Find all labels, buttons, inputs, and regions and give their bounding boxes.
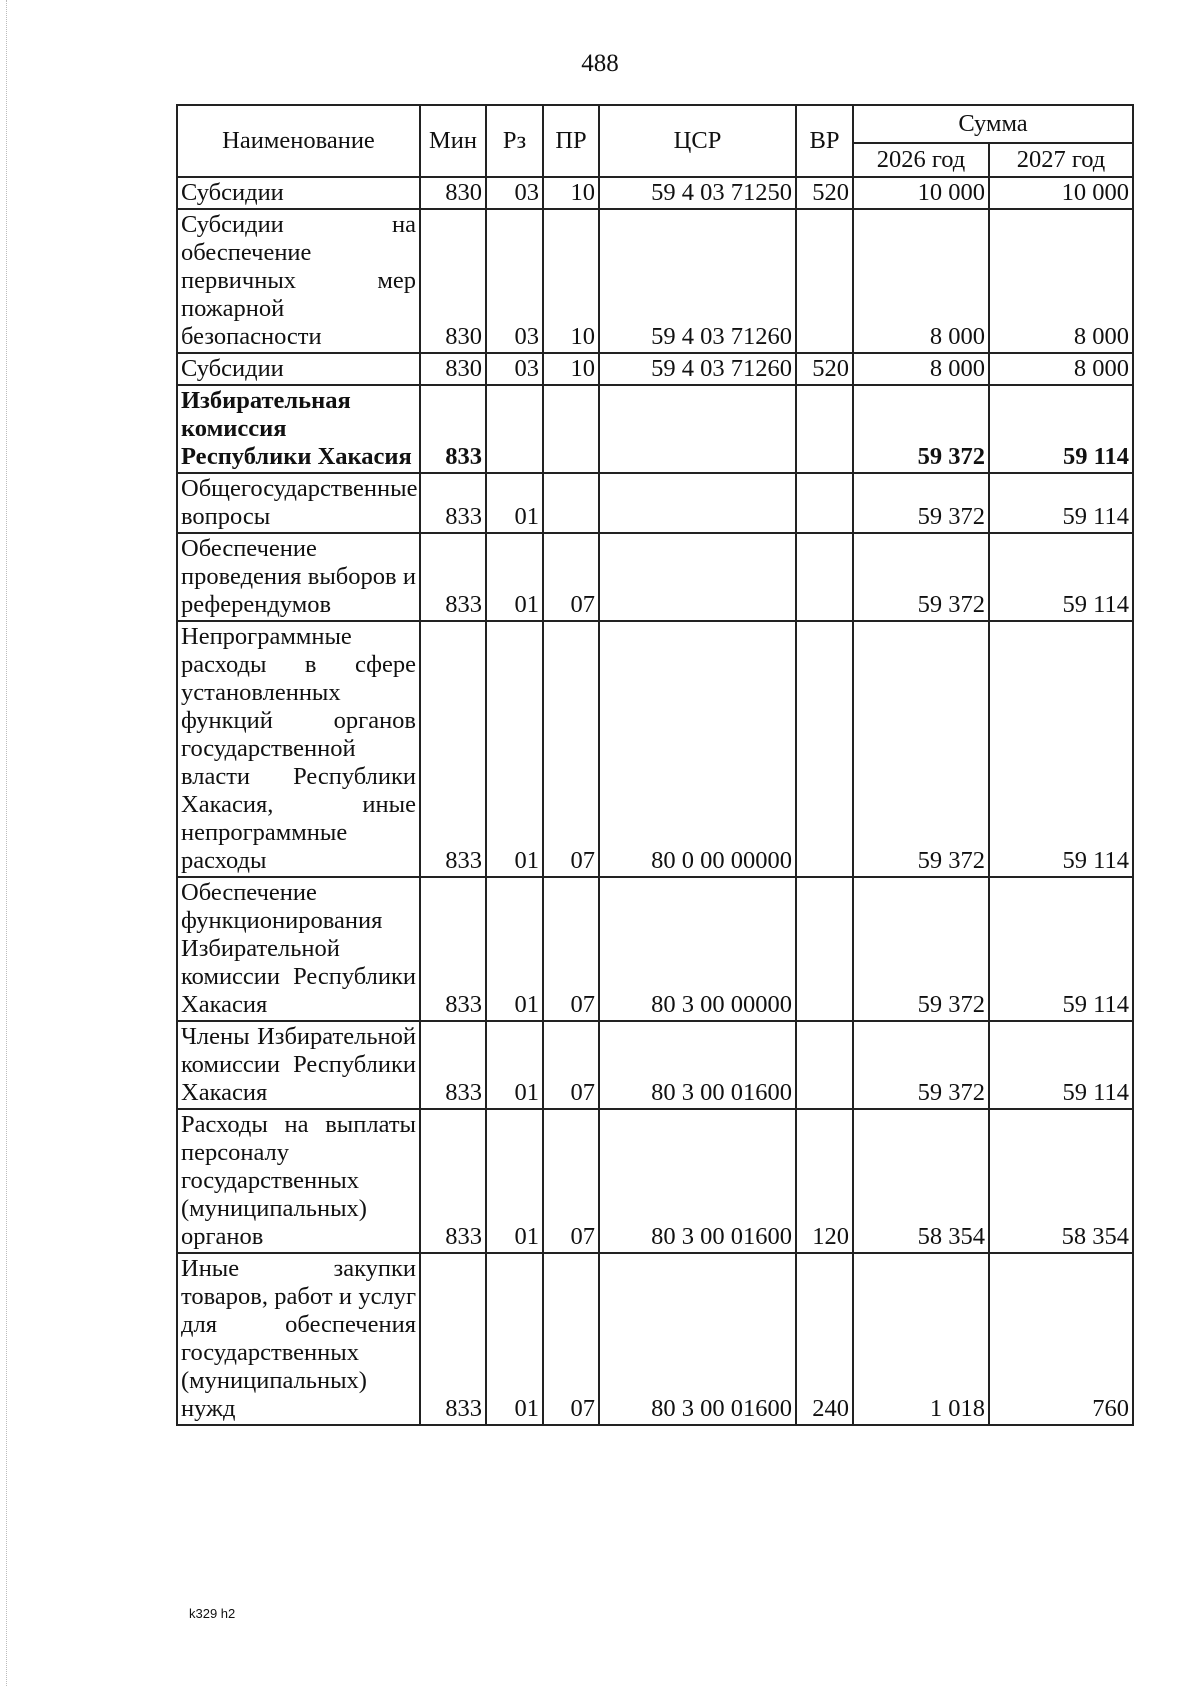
cell-min: 833	[420, 385, 486, 473]
cell-min: 830	[420, 209, 486, 353]
cell-vr	[796, 621, 853, 877]
cell-vr: 520	[796, 177, 853, 209]
cell-csr	[599, 385, 796, 473]
cell-min: 833	[420, 473, 486, 533]
cell-min: 833	[420, 877, 486, 1021]
cell-rz: 01	[486, 877, 543, 1021]
cell-sum-2026: 59 372	[853, 621, 989, 877]
cell-sum-2027: 59 114	[989, 1021, 1133, 1109]
cell-rz: 01	[486, 473, 543, 533]
cell-sum-2026: 59 372	[853, 1021, 989, 1109]
scan-margin-line	[6, 0, 7, 1686]
table-row	[177, 1109, 1133, 1253]
cell-sum-2027: 59 114	[989, 621, 1133, 877]
cell-min: 833	[420, 621, 486, 877]
cell-pr: 07	[543, 1021, 599, 1109]
cell-sum-2026: 59 372	[853, 533, 989, 621]
cell-sum-2027: 8 000	[989, 353, 1133, 385]
cell-sum-2026: 59 372	[853, 385, 989, 473]
header-year-2027: 2027 год	[989, 143, 1133, 177]
cell-sum-2027: 59 114	[989, 533, 1133, 621]
header-pr: ПР	[543, 105, 599, 177]
cell-sum-2026: 1 018	[853, 1253, 989, 1425]
header-row-top	[177, 105, 1133, 143]
header-rz: Рз	[486, 105, 543, 177]
table-row	[177, 533, 1133, 621]
cell-vr: 520	[796, 353, 853, 385]
table-row	[177, 473, 1133, 533]
cell-sum-2026: 8 000	[853, 209, 989, 353]
cell-name: Расходы на выплаты персоналу государственных (муниципальных) органов	[177, 1109, 420, 1253]
cell-name: Члены Избирательной комиссии Республики Хакасия	[177, 1021, 420, 1109]
cell-vr	[796, 209, 853, 353]
cell-min: 833	[420, 533, 486, 621]
cell-csr: 59 4 03 71260	[599, 209, 796, 353]
cell-name: Обеспечение функционирования Избирательной комиссии Республики Хакасия	[177, 877, 420, 1021]
cell-pr	[543, 473, 599, 533]
cell-csr: 80 3 00 01600	[599, 1109, 796, 1253]
table-row	[177, 385, 1133, 473]
cell-pr	[543, 385, 599, 473]
cell-pr: 07	[543, 533, 599, 621]
cell-vr: 120	[796, 1109, 853, 1253]
cell-pr: 07	[543, 1253, 599, 1425]
cell-name: Избирательная комиссия Республики Хакасия	[177, 385, 420, 473]
cell-vr	[796, 473, 853, 533]
table-row	[177, 877, 1133, 1021]
cell-pr: 10	[543, 209, 599, 353]
cell-pr: 10	[543, 177, 599, 209]
cell-name: Непрограммные расходы в сфере установленных функций органов государственной власти Республики Хакасия, иные непрограммные расходы	[177, 621, 420, 877]
cell-vr	[796, 385, 853, 473]
cell-rz: 01	[486, 533, 543, 621]
cell-pr: 07	[543, 1109, 599, 1253]
table-row	[177, 1021, 1133, 1109]
table-row	[177, 209, 1133, 353]
cell-rz	[486, 385, 543, 473]
cell-name: Обеспечение проведения выборов и референдумов	[177, 533, 420, 621]
cell-csr: 59 4 03 71260	[599, 353, 796, 385]
cell-name: Иные закупки товаров, работ и услуг для обеспечения государственных (муниципальных) нужд	[177, 1253, 420, 1425]
cell-sum-2026: 58 354	[853, 1109, 989, 1253]
cell-sum-2026: 59 372	[853, 473, 989, 533]
cell-vr	[796, 877, 853, 1021]
cell-min: 833	[420, 1253, 486, 1425]
cell-vr	[796, 1021, 853, 1109]
cell-pr: 07	[543, 877, 599, 1021]
cell-min: 830	[420, 177, 486, 209]
header-vr: ВР	[796, 105, 853, 177]
cell-vr: 240	[796, 1253, 853, 1425]
cell-rz: 03	[486, 353, 543, 385]
table-row	[177, 353, 1133, 385]
table-row	[177, 621, 1133, 877]
document-code: k329 h2	[189, 1606, 236, 1621]
table-row	[177, 177, 1133, 209]
cell-name: Субсидии на обеспечение первичных мер пожарной безопасности	[177, 209, 420, 353]
cell-rz: 03	[486, 177, 543, 209]
table-body	[177, 177, 1133, 1425]
cell-min: 833	[420, 1021, 486, 1109]
cell-sum-2027: 59 114	[989, 877, 1133, 1021]
cell-csr: 80 0 00 00000	[599, 621, 796, 877]
cell-rz: 03	[486, 209, 543, 353]
budget-table	[176, 104, 1134, 1426]
cell-sum-2027: 58 354	[989, 1109, 1133, 1253]
cell-csr	[599, 473, 796, 533]
cell-sum-2027: 760	[989, 1253, 1133, 1425]
cell-rz: 01	[486, 1109, 543, 1253]
cell-min: 833	[420, 1109, 486, 1253]
cell-name: Общегосударственные вопросы	[177, 473, 420, 533]
header-year-2026: 2026 год	[853, 143, 989, 177]
cell-name: Субсидии	[177, 177, 420, 209]
cell-sum-2026: 8 000	[853, 353, 989, 385]
cell-sum-2027: 10 000	[989, 177, 1133, 209]
header-name: Наименование	[177, 105, 420, 177]
cell-csr	[599, 533, 796, 621]
header-min: Мин	[420, 105, 486, 177]
cell-rz: 01	[486, 1253, 543, 1425]
cell-rz: 01	[486, 621, 543, 877]
cell-csr: 80 3 00 01600	[599, 1253, 796, 1425]
cell-sum-2026: 59 372	[853, 877, 989, 1021]
cell-sum-2027: 59 114	[989, 385, 1133, 473]
cell-csr: 59 4 03 71250	[599, 177, 796, 209]
cell-csr: 80 3 00 01600	[599, 1021, 796, 1109]
table-row	[177, 1253, 1133, 1425]
cell-name: Субсидии	[177, 353, 420, 385]
cell-vr	[796, 533, 853, 621]
cell-csr: 80 3 00 00000	[599, 877, 796, 1021]
page-number: 488	[581, 50, 619, 77]
header-sum: Сумма	[853, 105, 1133, 143]
cell-sum-2027: 59 114	[989, 473, 1133, 533]
cell-sum-2026: 10 000	[853, 177, 989, 209]
cell-pr: 10	[543, 353, 599, 385]
cell-pr: 07	[543, 621, 599, 877]
header-csr: ЦСР	[599, 105, 796, 177]
cell-sum-2027: 8 000	[989, 209, 1133, 353]
cell-rz: 01	[486, 1021, 543, 1109]
cell-min: 830	[420, 353, 486, 385]
